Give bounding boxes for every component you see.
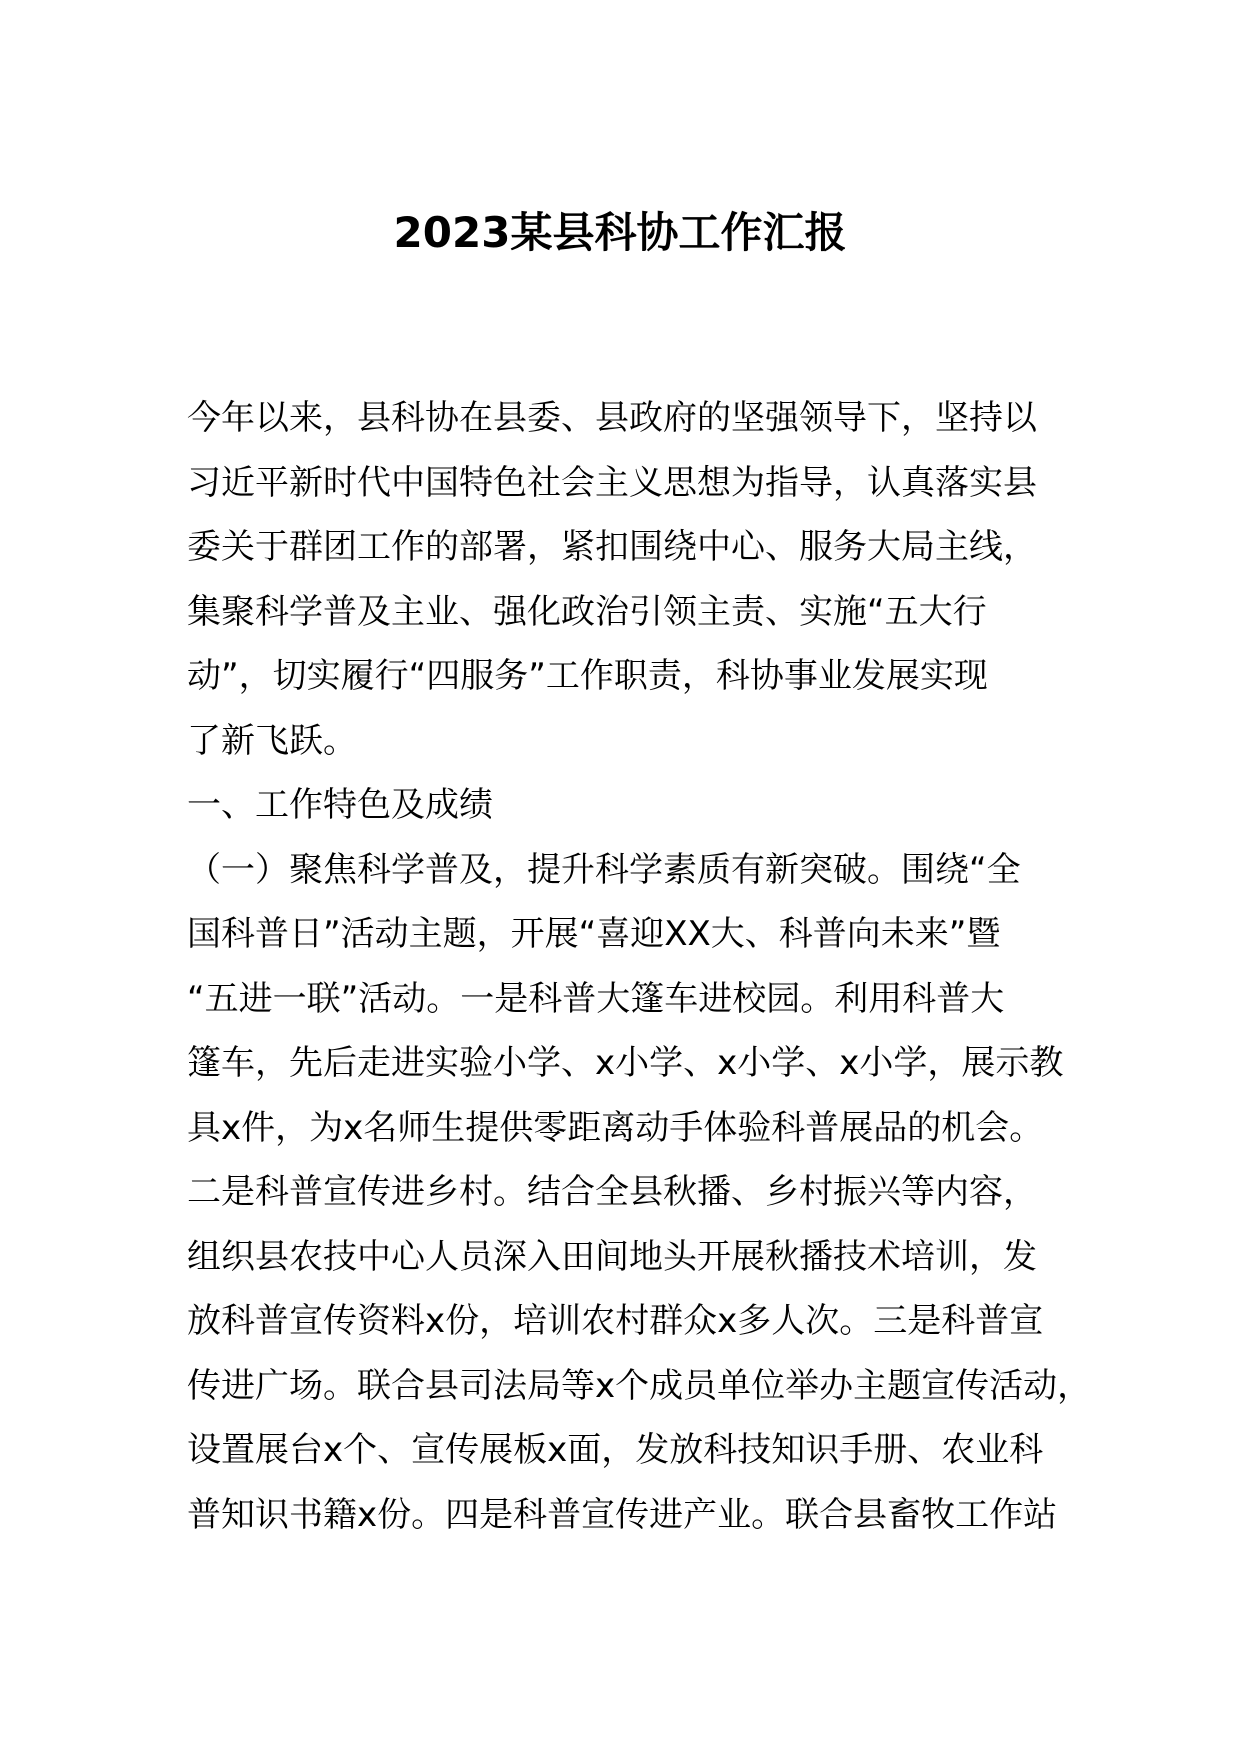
body-line: 今年以来，县科协在县委、县政府的坚强领导下，坚持以 [187,398,1037,438]
body-line: 组织县农技中心人员深入田间地头开展秋播技术培训，发 [187,1236,1037,1277]
document-title: 2023某县科协工作汇报 [393,208,847,257]
body-line: 传进广场。联合县司法局等x个成员单位举办主题宣传活动， [187,1365,1092,1406]
document-body [187,386,1092,1547]
body-line: 习近平新时代中国特色社会主义思想为指导，认真落实县 [187,462,1037,503]
body-line: 设置展台x个、宣传展板x面，发放科技知识手册、农业科 [187,1430,1044,1470]
body-line: 具x件，为x名师生提供零距离动手体验科普展品的机会。 [187,1107,1044,1148]
body-line: 普知识书籍x份。四是科普宣传进产业。联合县畜牧工作站 [187,1494,1058,1535]
body-line: 了新飞跃。 [187,720,357,761]
body-line: 委关于群团工作的部署，紧扣围绕中心、服务大局主线， [187,527,1037,567]
body-line: “五进一联”活动。一是科普大篷车进校园。利用科普大 [187,978,1005,1019]
body-line: 二是科普宣传进乡村。结合全县秋播、乡村振兴等内容， [187,1172,1037,1212]
body-line: 篷车，先后走进实验小学、x小学、x小学、x小学，展示教 [187,1043,1064,1083]
body-line: 动”，切实履行“四服务”工作职责，科协事业发展实现 [187,656,988,696]
body-line: 集聚科学普及主业、强化政治引领主责、实施“五大行 [187,591,987,632]
body-line: （一）聚焦科学普及，提升科学素质有新突破。围绕“全 [187,849,1021,890]
body-line: 放科普宣传资料x份，培训农村群众x多人次。三是科普宣 [187,1301,1044,1341]
body-line: 国科普日”活动主题，开展“喜迎XX大、科普向未来”暨 [187,914,1001,954]
section-heading: 一、工作特色及成绩 [187,785,493,825]
